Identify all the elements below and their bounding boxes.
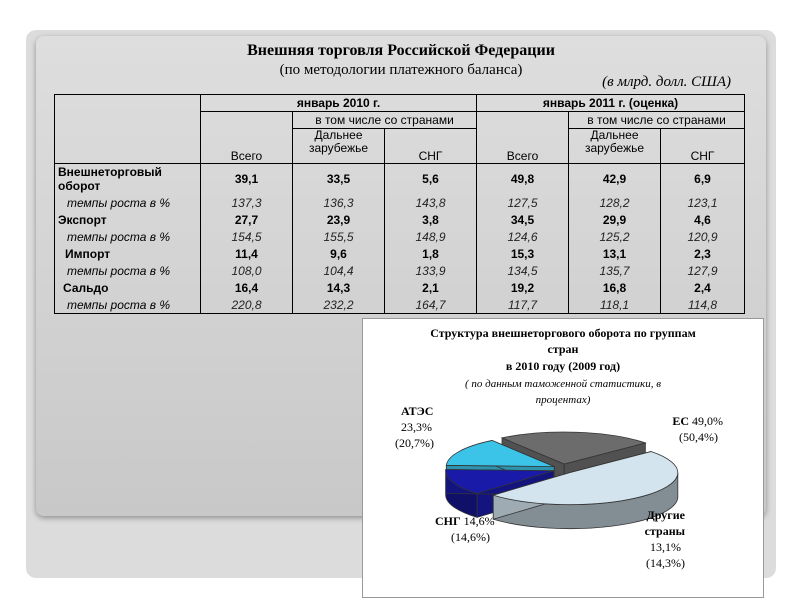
cell-growth: 104,4	[293, 262, 385, 279]
cell-growth: 127,5	[477, 194, 569, 211]
cell-growth: 232,2	[293, 296, 385, 314]
growth-label: темпы роста в %	[55, 262, 201, 279]
cell-value: 19,2	[477, 279, 569, 296]
row-label: Внешнеторговый оборот	[55, 164, 201, 195]
slice-value-other: 13,1%	[650, 540, 681, 554]
cell-growth: 164,7	[385, 296, 477, 314]
period-header-2011: январь 2011 г. (оценка)	[477, 95, 745, 112]
cell-value: 6,9	[661, 164, 745, 195]
cell-growth: 136,3	[293, 194, 385, 211]
row-label: Экспорт	[55, 211, 201, 228]
cell-growth: 143,8	[385, 194, 477, 211]
col-total-2010: Всего	[201, 112, 293, 164]
cell-value: 9,6	[293, 245, 385, 262]
incl-countries-2010: в том числе со странами	[293, 112, 477, 129]
slice-value-apec: 23,3%	[401, 420, 432, 434]
col-total-2011: Всего	[477, 112, 569, 164]
cell-value: 29,9	[569, 211, 661, 228]
cell-growth: 114,8	[661, 296, 745, 314]
cell-growth: 124,6	[477, 228, 569, 245]
cell-value: 27,7	[201, 211, 293, 228]
slice-prev-cis: (14,6%)	[451, 530, 490, 544]
cell-value: 16,8	[569, 279, 661, 296]
col-cis-2011: СНГ	[661, 129, 745, 164]
cell-value: 2,1	[385, 279, 477, 296]
growth-label: темпы роста в %	[55, 296, 201, 314]
slice-prev-apec: (20,7%)	[395, 436, 434, 450]
period-header-2010: январь 2010 г.	[201, 95, 477, 112]
col-cis-2010: СНГ	[385, 129, 477, 164]
table-row-growth	[55, 194, 745, 211]
slice-label-apec: АТЭС	[401, 404, 434, 418]
cell-growth: 154,5	[201, 228, 293, 245]
col-far-abroad-2011: Дальнее зарубежье	[569, 129, 661, 164]
slice-label-other-2: страны	[644, 524, 685, 538]
incl-countries-2011: в том числе со странами	[569, 112, 745, 129]
cell-value: 2,3	[661, 245, 745, 262]
cell-value: 11,4	[201, 245, 293, 262]
cell-growth: 125,2	[569, 228, 661, 245]
slice-prev-eu: (50,4%)	[679, 430, 718, 444]
row-label: Сальдо	[55, 279, 201, 296]
cell-value: 23,9	[293, 211, 385, 228]
cell-value: 13,1	[569, 245, 661, 262]
cell-value: 49,8	[477, 164, 569, 195]
slide-subtitle: (по методологии платежного баланса)	[279, 62, 523, 78]
row-label: Импорт	[55, 245, 201, 262]
cell-value: 39,1	[201, 164, 293, 195]
cell-growth: 137,3	[201, 194, 293, 211]
corner-cell	[55, 95, 201, 164]
cell-value: 14,3	[293, 279, 385, 296]
table-row-balance	[55, 279, 745, 296]
table-row-turnover	[55, 164, 745, 195]
pie-chart-panel	[362, 318, 764, 598]
cell-value: 5,6	[385, 164, 477, 195]
cell-value: 2,4	[661, 279, 745, 296]
trade-table	[54, 94, 745, 314]
cell-value: 15,3	[477, 245, 569, 262]
cell-growth: 117,7	[477, 296, 569, 314]
slice-label-other-1: Другие	[646, 508, 685, 522]
col-far-abroad-2010: Дальнее зарубежье	[293, 129, 385, 164]
cell-growth: 123,1	[661, 194, 745, 211]
table-row-import	[55, 245, 745, 262]
growth-label: темпы роста в %	[55, 228, 201, 245]
cell-value: 1,8	[385, 245, 477, 262]
table-row-growth	[55, 228, 745, 245]
pie-chart-svg	[363, 319, 763, 597]
chart-title-line-1: Структура внешнеторгового оборота по группам	[430, 326, 696, 340]
cell-growth: 108,0	[201, 262, 293, 279]
cell-value: 34,5	[477, 211, 569, 228]
slice-prev-other: (14,3%)	[646, 556, 685, 570]
cell-growth: 128,2	[569, 194, 661, 211]
slide-title: Внешняя торговля Российской Федерации	[247, 42, 555, 59]
table-row-growth	[55, 262, 745, 279]
cell-value: 42,9	[569, 164, 661, 195]
chart-title-line-3: в 2010 году (2009 год)	[505, 359, 621, 373]
unit-label: (в млрд. долл. США)	[602, 74, 731, 90]
table-row-growth	[55, 296, 745, 314]
slice-label-cis: СНГ 14,6%	[435, 514, 495, 528]
chart-title-line-2: стран	[547, 342, 579, 356]
table-row-export	[55, 211, 745, 228]
cell-growth: 133,9	[385, 262, 477, 279]
chart-subtitle-line-2: процентах)	[535, 394, 591, 406]
cell-growth: 127,9	[661, 262, 745, 279]
cell-value: 3,8	[385, 211, 477, 228]
cell-growth: 120,9	[661, 228, 745, 245]
cell-growth: 135,7	[569, 262, 661, 279]
cell-growth: 220,8	[201, 296, 293, 314]
growth-label: темпы роста в %	[55, 194, 201, 211]
cell-growth: 148,9	[385, 228, 477, 245]
cell-growth: 155,5	[293, 228, 385, 245]
cell-value: 4,6	[661, 211, 745, 228]
cell-value: 33,5	[293, 164, 385, 195]
cell-growth: 134,5	[477, 262, 569, 279]
slice-label-eu: ЕС 49,0%	[672, 414, 723, 428]
chart-subtitle-line-1: ( по данным таможенной статистики, в	[465, 378, 661, 390]
cell-value: 16,4	[201, 279, 293, 296]
cell-growth: 118,1	[569, 296, 661, 314]
